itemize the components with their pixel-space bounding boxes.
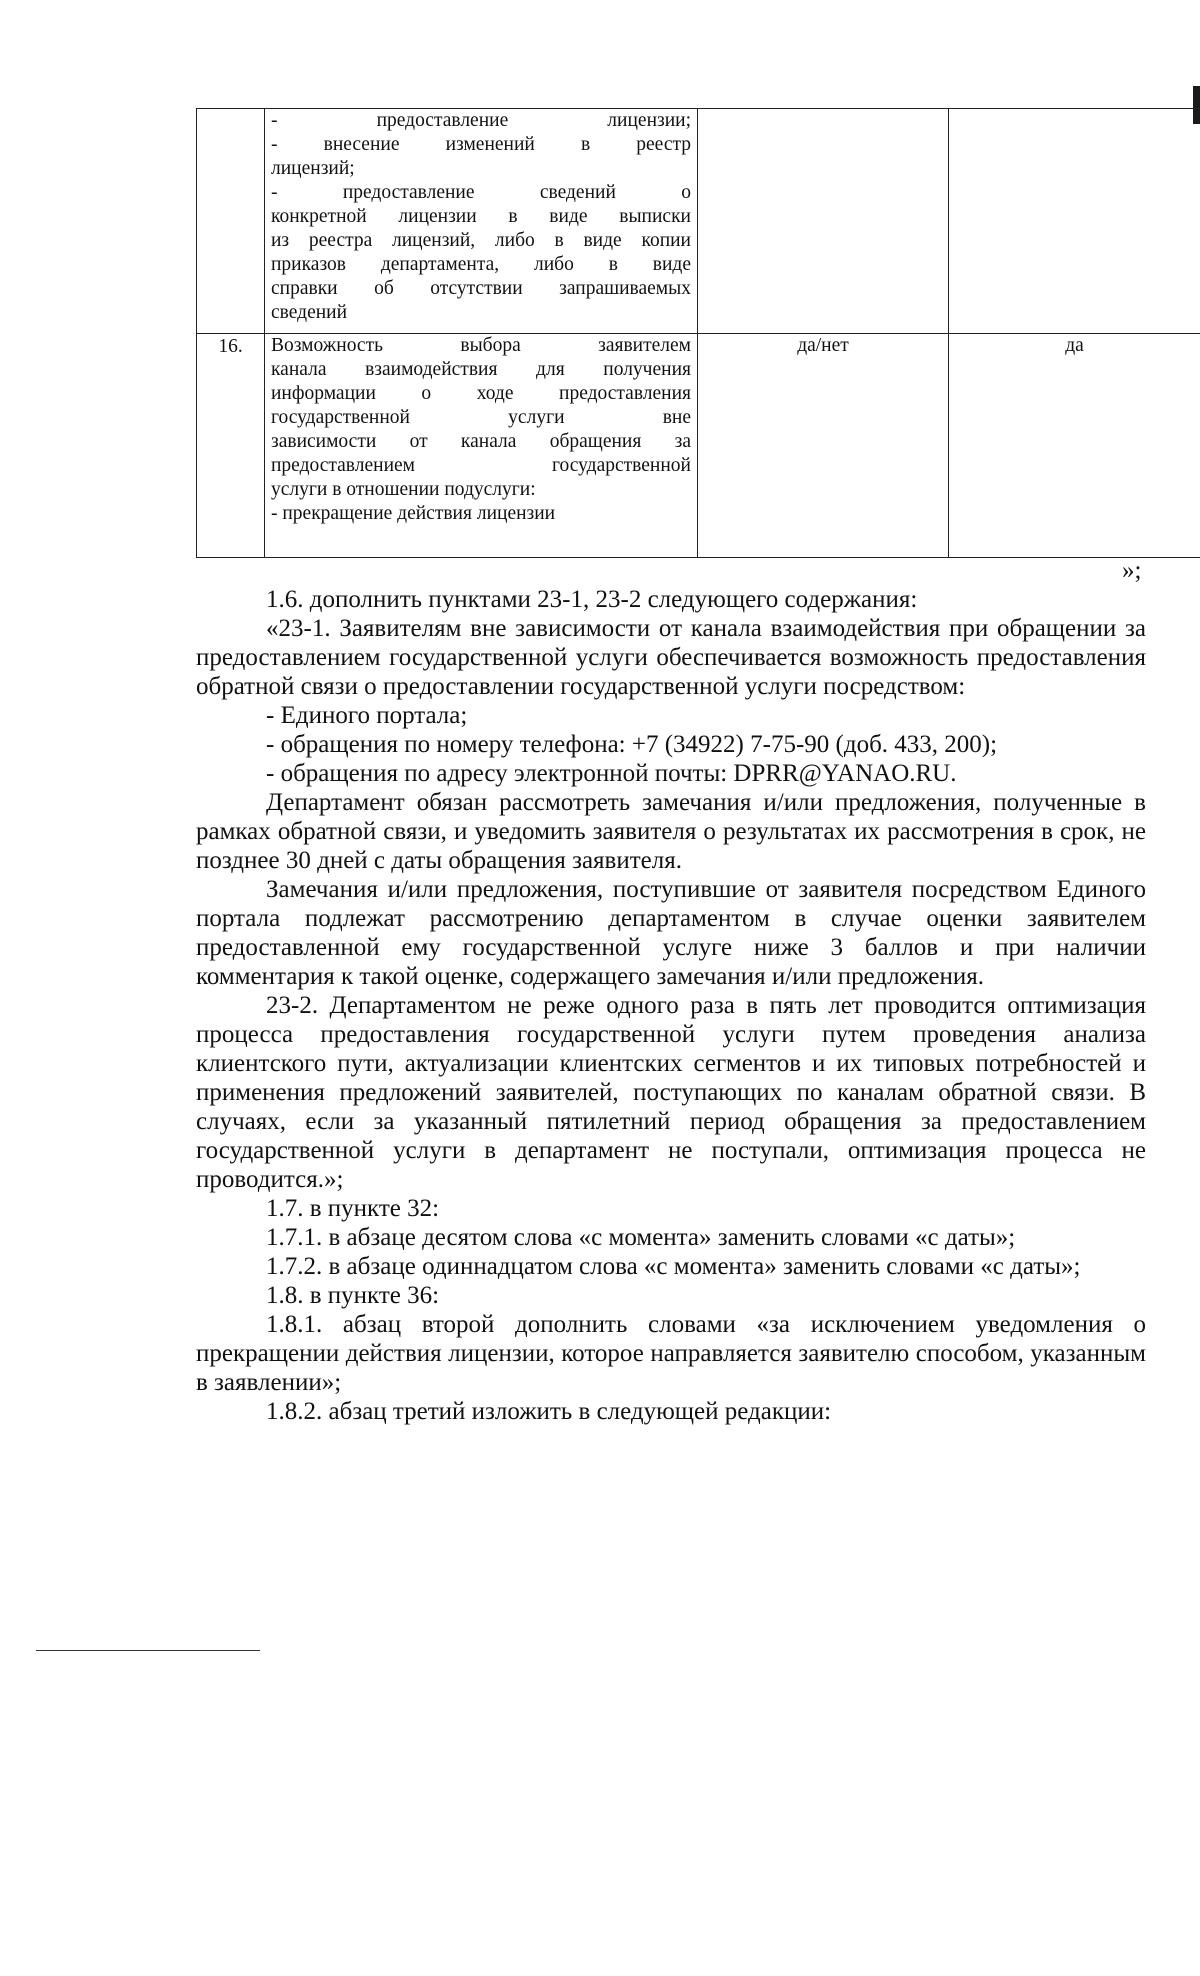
paragraph: - Единого портала; [266, 702, 468, 729]
paragraph: 1.8.2. абзац третий изложить в следующей редакции: [266, 1398, 832, 1425]
paragraph: 1.7.2. в абзаце одиннадцатом слова «с момента» заменить словами «с даты»; [266, 1253, 1081, 1280]
table-row [197, 109, 1200, 334]
cell-text-line: справки об отсутствии запрашиваемых [271, 278, 691, 299]
cell-text-line: государственной услуги вне [271, 407, 691, 428]
row-number-cell: 16. [197, 334, 265, 558]
paragraph: 1.8. в пункте 36: [266, 1282, 440, 1309]
paragraph: 1.8.1. абзац второй дополнить словами «за исключением уведомления о прекращении действия лицензии, которое направляется заявителю способом, указанным в заявлении»; [196, 1311, 1146, 1396]
row-number-cell [197, 109, 265, 334]
paragraph: Замечания и/или предложения, поступившие от заявителя посредством Единого портала подлежат рассмотрению департаментом в случае оценки заявителем предоставленной ему государственной услуге ниже 3 баллов и при наличии комментария к такой оценке, содержащего замечания и/или предложения. [196, 876, 1146, 990]
cell-text-line: зависимости от канала обращения за [271, 431, 691, 452]
cell-text-line: приказов департамента, либо в виде [271, 254, 691, 275]
cell-text-line: - внесение изменений в реестр [271, 134, 691, 155]
paragraph: 1.7. в пункте 32: [266, 1195, 440, 1222]
table-closing-quote: »; [1122, 557, 1142, 584]
paragraph: Департамент обязан рассмотреть замечания и/или предложения, полученные в рамках обратной связи, и уведомить заявителя о результатах их рассмотрения в срок, не позднее 30 дней с даты обращения заявителя. [196, 789, 1146, 874]
cell-text-line: канала взаимодействия для получения [271, 359, 691, 380]
amendment-text [196, 585, 1146, 1426]
cell-text-line: услуги в отношении подуслуги: [271, 479, 536, 500]
paragraph: - обращения по адресу электронной почты: DPRR@YANAO.RU. [266, 760, 957, 787]
paragraph: «23-1. Заявителям вне зависимости от канала взаимодействия при обращении за предоставлением государственной услуги обеспечивается возможность предоставления обратной связи о предоставлении государственной услуги посредством: [196, 615, 1146, 700]
row-unit-cell: да/нет [698, 334, 949, 558]
cell-text-line: лицензий; [271, 158, 355, 179]
cell-text-line: конкретной лицензии в виде выписки [271, 206, 691, 227]
footnote-rule [36, 1650, 260, 1651]
cell-text-line: - предоставление лицензии; [271, 110, 691, 131]
paragraph: - обращения по номеру телефона: +7 (34922) 7-75-90 (доб. 433, 200); [266, 731, 998, 758]
cell-text-line: информации о ходе предоставления [271, 383, 691, 404]
paragraph: 1.7.1. в абзаце десятом слова «с момента» заменить словами «с даты»; [266, 1224, 1016, 1251]
cell-text-line: предоставлением государственной [271, 455, 691, 476]
table-row [197, 334, 1200, 558]
cell-text-line: Возможность выбора заявителем [271, 335, 691, 356]
cell-text-line: - прекращение действия лицензии [271, 503, 556, 524]
cell-text-line: сведений [271, 302, 348, 323]
row-value-cell: да [949, 334, 1200, 558]
cell-text-line: из реестра лицензий, либо в виде копии [271, 230, 691, 251]
row-description-cell [265, 334, 698, 558]
indicators-table [196, 108, 1200, 558]
paragraph: 23-2. Департаментом не реже одного раза в пять лет проводится оптимизация процесса предоставления государственной услуги путем проведения анализа клиентского пути, актуализации клиентских сегментов и их типовых потребностей и применения предложений заявителей, поступающих по каналам обратной связи. В случаях, если за указанный пятилетний период обращения за предоставлением государственной услуги в департамент не поступали, оптимизация процесса не проводится.»; [196, 992, 1146, 1193]
row-unit-cell [698, 109, 949, 334]
cell-text-line: - предоставление сведений о [271, 182, 691, 203]
row-value-cell [949, 109, 1200, 334]
paragraph: 1.6. дополнить пунктами 23-1, 23-2 следующего содержания: [266, 586, 918, 613]
row-description-cell [265, 109, 698, 334]
